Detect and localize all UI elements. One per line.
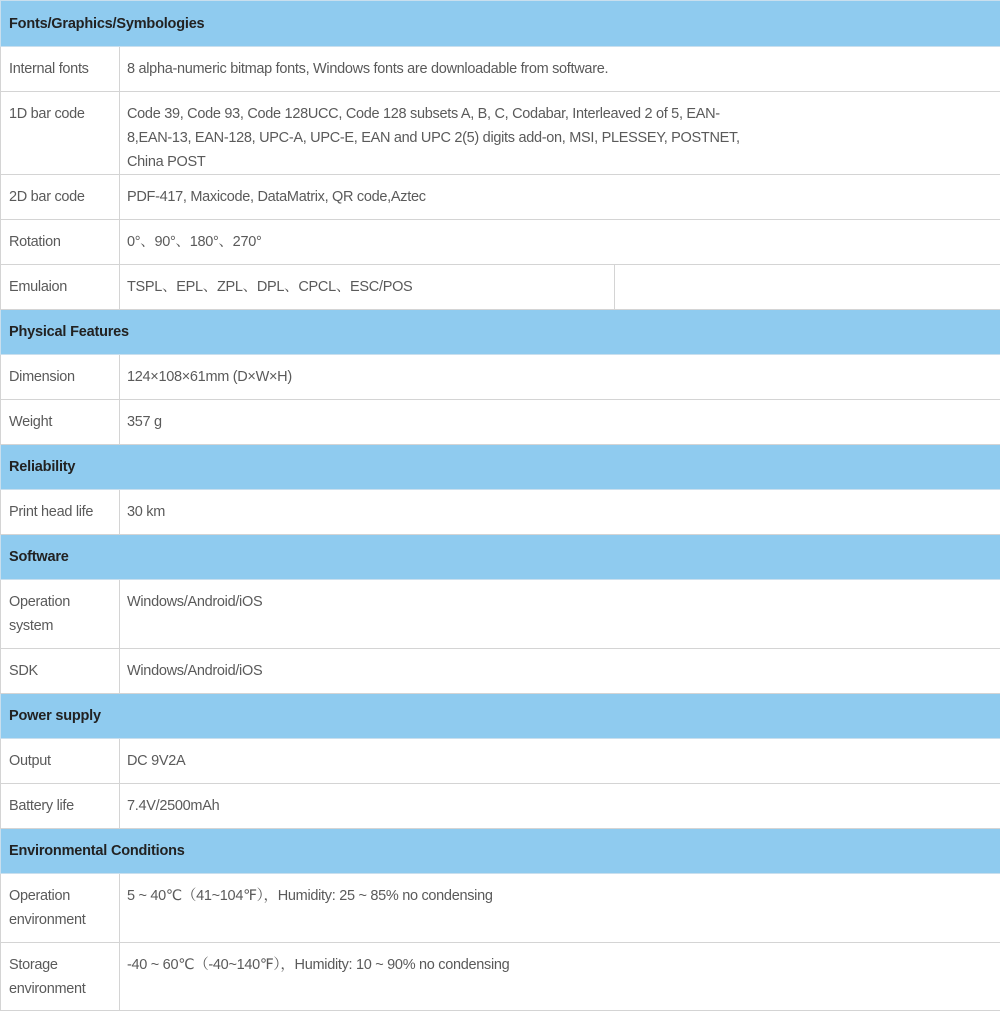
spec-row xyxy=(1,739,1000,784)
section-title: Software xyxy=(1,535,1000,580)
spec-label: Rotation xyxy=(1,220,120,265)
spec-label: Battery life xyxy=(1,784,120,829)
spec-value: 124×108×61mm (D×W×H) xyxy=(120,355,1000,400)
spec-value: Windows/Android/iOS xyxy=(120,649,1000,694)
spec-row xyxy=(1,400,1000,445)
section-title: Fonts/Graphics/Symbologies xyxy=(1,1,1000,47)
section-title: Physical Features xyxy=(1,310,1000,355)
empty-cell xyxy=(615,265,1000,310)
section-header xyxy=(1,1,1000,47)
spec-label: Output xyxy=(1,739,120,784)
spec-row xyxy=(1,355,1000,400)
spec-row xyxy=(1,874,1000,943)
spec-row xyxy=(1,92,1000,175)
spec-value: Windows/Android/iOS xyxy=(120,580,1000,649)
spec-label: Dimension xyxy=(1,355,120,400)
section-header xyxy=(1,829,1000,874)
spec-label: SDK xyxy=(1,649,120,694)
spec-label: Emulaion xyxy=(1,265,120,310)
spec-row xyxy=(1,47,1000,92)
spec-row xyxy=(1,265,1000,310)
spec-value: 357 g xyxy=(120,400,1000,445)
spec-row xyxy=(1,580,1000,649)
spec-value: -40 ~ 60℃（-40~140℉），Humidity: 10 ~ 90% no condensing xyxy=(120,943,1000,1011)
section-header xyxy=(1,535,1000,580)
section-title: Reliability xyxy=(1,445,1000,490)
spec-row xyxy=(1,175,1000,220)
spec-label: Print head life xyxy=(1,490,120,535)
spec-label: 2D bar code xyxy=(1,175,120,220)
spec-row xyxy=(1,490,1000,535)
spec-row xyxy=(1,649,1000,694)
spec-row xyxy=(1,943,1000,1011)
spec-row xyxy=(1,784,1000,829)
spec-value: 30 km xyxy=(120,490,1000,535)
spec-value: DC 9V2A xyxy=(120,739,1000,784)
spec-label: Storage environment xyxy=(1,943,120,1011)
spec-value: 8 alpha-numeric bitmap fonts, Windows fonts are downloadable from software. xyxy=(120,47,1000,92)
spec-row xyxy=(1,220,1000,265)
spec-value: 5 ~ 40℃（41~104℉），Humidity: 25 ~ 85% no condensing xyxy=(120,874,1000,943)
spec-value: 0°、90°、180°、270° xyxy=(120,220,1000,265)
section-header xyxy=(1,694,1000,739)
spec-value: PDF-417, Maxicode, DataMatrix, QR code,Aztec xyxy=(120,175,1000,220)
section-header xyxy=(1,445,1000,490)
section-title: Power supply xyxy=(1,694,1000,739)
spec-label: Weight xyxy=(1,400,120,445)
spec-label: Operation environment xyxy=(1,874,120,943)
spec-label: Operation system xyxy=(1,580,120,649)
spec-label: Internal fonts xyxy=(1,47,120,92)
spec-value: Code 39, Code 93, Code 128UCC, Code 128 subsets A, B, C, Codabar, Interleaved 2 of 5, EAN-8,EAN-13, EAN-128, UPC-A, UPC-E, EAN and UPC 2(5) digits add-on, MSI, PLESSEY, POSTNET, China POST xyxy=(120,92,1000,175)
spec-value: TSPL、EPL、ZPL、DPL、CPCL、ESC/POS xyxy=(120,265,615,310)
spec-label: 1D bar code xyxy=(1,92,120,175)
section-header xyxy=(1,310,1000,355)
spec-value: 7.4V/2500mAh xyxy=(120,784,1000,829)
section-title: Environmental Conditions xyxy=(1,829,1000,874)
